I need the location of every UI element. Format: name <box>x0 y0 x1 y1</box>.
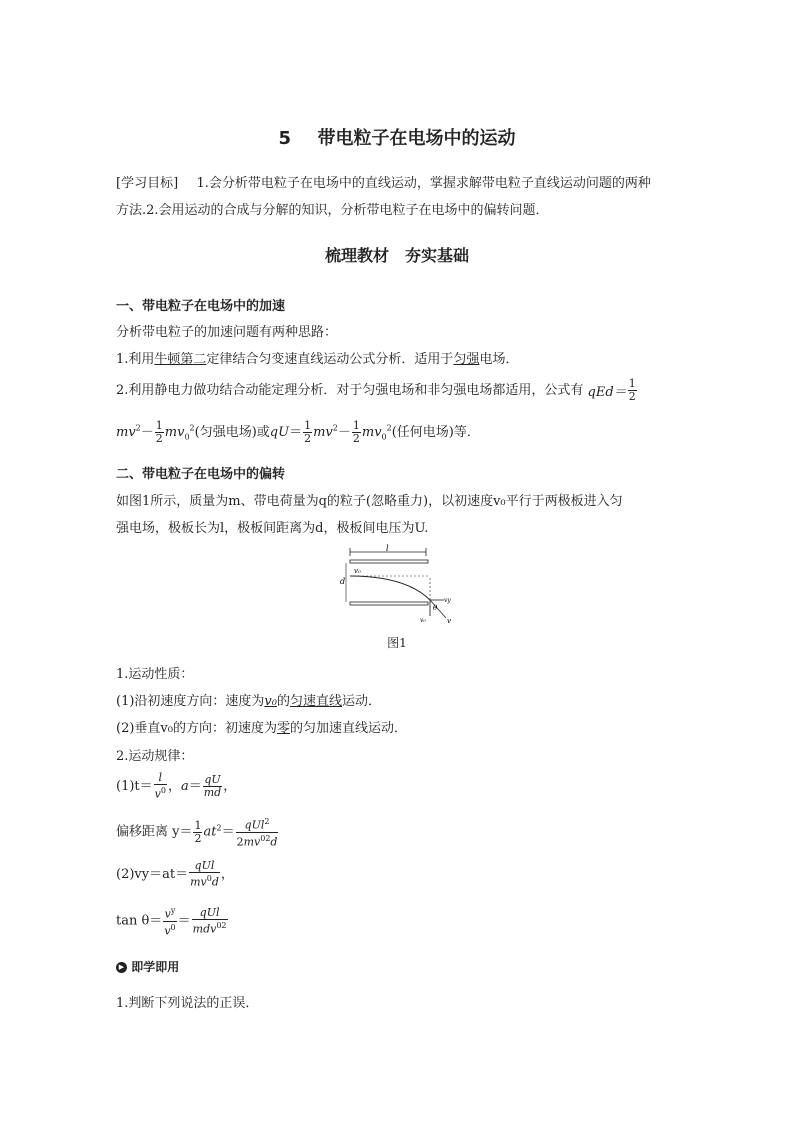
item2-cont-a: (匀强电场)或 <box>194 425 270 440</box>
formula-vy: (2)vy＝at＝ $\frac{\text{qUl}}{mv^0d}$ ， <box>116 859 234 889</box>
part1-item-1 <box>116 348 518 367</box>
item2-text: 2.利用静电力做功结合动能定理分析．对于匀强电场和非匀强电场都适用，公式有 <box>116 383 584 398</box>
formula-offset-label: 偏移距离 y＝ <box>116 824 193 840</box>
practice-heading <box>116 958 179 975</box>
goals-tag: [学习目标] <box>116 176 179 191</box>
formula-tan-label: tan θ＝ <box>116 913 163 929</box>
figure-label-vy: vy <box>444 597 451 604</box>
part1-intro: 分析带电粒子的加速问题有两种思路： <box>116 325 338 340</box>
nature-line-1 <box>116 690 381 709</box>
nature-line-2 <box>116 717 407 736</box>
figure-label-v0-b: v₀ <box>420 617 426 624</box>
chapter-number: 5 <box>278 128 291 149</box>
item1-suffix: 电场． <box>479 352 519 367</box>
nature-heading: 1.运动性质： <box>116 667 194 682</box>
formula-tan: tan θ＝ $\frac{v^y}{v^0}$ ＝ $\frac{\text{qUl}}{mdv^{02}}$ <box>116 905 227 938</box>
learning-goals <box>116 172 651 191</box>
figure-caption: 图1 <box>387 636 407 650</box>
part1-heading: 一、带电粒子在电场中的加速 <box>116 299 286 314</box>
item1-answer-1: 牛顿第二 <box>154 352 207 367</box>
practice-heading-label: 即学即用 <box>131 960 180 974</box>
section-title: 梳理教材 夯实基础 <box>324 246 469 265</box>
nature1-prefix: (1)沿初速度方向：速度为 <box>116 694 265 709</box>
item1-prefix: 1.利用 <box>116 352 155 367</box>
part2-desc-1: 如图1所示，质量为m、带电荷量为q的粒子(忽略重力)，以初速度v₀平行于两极板进入匀 <box>116 494 623 509</box>
formula-offset: 偏移距离 y＝ $\frac{1}{2}$ $at^2=$ $\frac{qUl^2}{2mv^{02}d}$ <box>116 817 278 849</box>
nature2-answer: 零 <box>276 721 290 736</box>
nature2-prefix: (2)垂直v₀的方向：初速度为 <box>116 721 277 736</box>
item2-cont-b: (任何电场)等． <box>391 425 480 440</box>
part2-desc-2: 强电场，极板长为l，极板间距离为d，极板间电压为U. <box>116 521 429 536</box>
figure-label-l: l <box>386 544 389 553</box>
figure-label-d: d <box>340 577 346 586</box>
law-heading: 2.运动规律： <box>116 749 194 764</box>
nature1-suffix: 运动． <box>342 694 382 709</box>
deflection-figure <box>336 544 466 626</box>
item1-middle: 定律结合匀变速直线运动公式分析．适用于 <box>206 352 454 367</box>
formula-time-label: (1)t＝ <box>116 778 153 794</box>
nature2-suffix: 的匀加速直线运动． <box>290 721 408 736</box>
figure-label-v0: v₀ <box>354 567 361 575</box>
part1-item-2-cont: $mv^2-$ $\frac{1}{2}$ $mv_0^2$(匀强电场)或qU＝ $\frac{1}{2}$ $mv^2-$ $\frac{1}{2}$ $mv_0^2$(任何电场)等． <box>116 419 480 445</box>
nature1-answer-1: v₀ <box>264 694 277 709</box>
nature1-answer-2: 匀速直线 <box>290 694 343 709</box>
figure-label-v: v <box>447 617 451 625</box>
formula-vy-label: (2)vy＝at＝ <box>116 866 189 882</box>
chapter-title: 带电粒子在电场中的运动 <box>317 128 516 149</box>
goals-line-1: 1.会分析带电粒子在电场中的直线运动，掌握求解带电粒子直线运动问题的两种 <box>196 176 651 191</box>
part1-item-2: 2.利用静电力做功结合动能定理分析．对于匀强电场和非匀强电场都适用，公式有 qEd＝ $\frac{1}{2}$ <box>116 377 636 403</box>
nature1-middle: 的 <box>276 694 290 709</box>
figure-label-theta: θ <box>433 604 438 612</box>
item2-formula-lhs: qEd＝ <box>587 385 627 400</box>
formula-time: (1)t＝ $\frac{l}{v^0}$ ，a＝ $\frac{qU}{md}$ ， <box>116 771 237 801</box>
play-circle-icon: ▶ <box>116 962 127 973</box>
practice-question-1: 1.判断下列说法的正误． <box>116 996 259 1011</box>
goals-line-2: 方法.2.会用运动的合成与分解的知识，分析带电粒子在电场中的偏转问题． <box>116 203 549 218</box>
part2-heading: 二、带电粒子在电场中的偏转 <box>116 467 286 482</box>
item1-answer-2: 匀强 <box>453 352 480 367</box>
page-title <box>0 124 794 150</box>
